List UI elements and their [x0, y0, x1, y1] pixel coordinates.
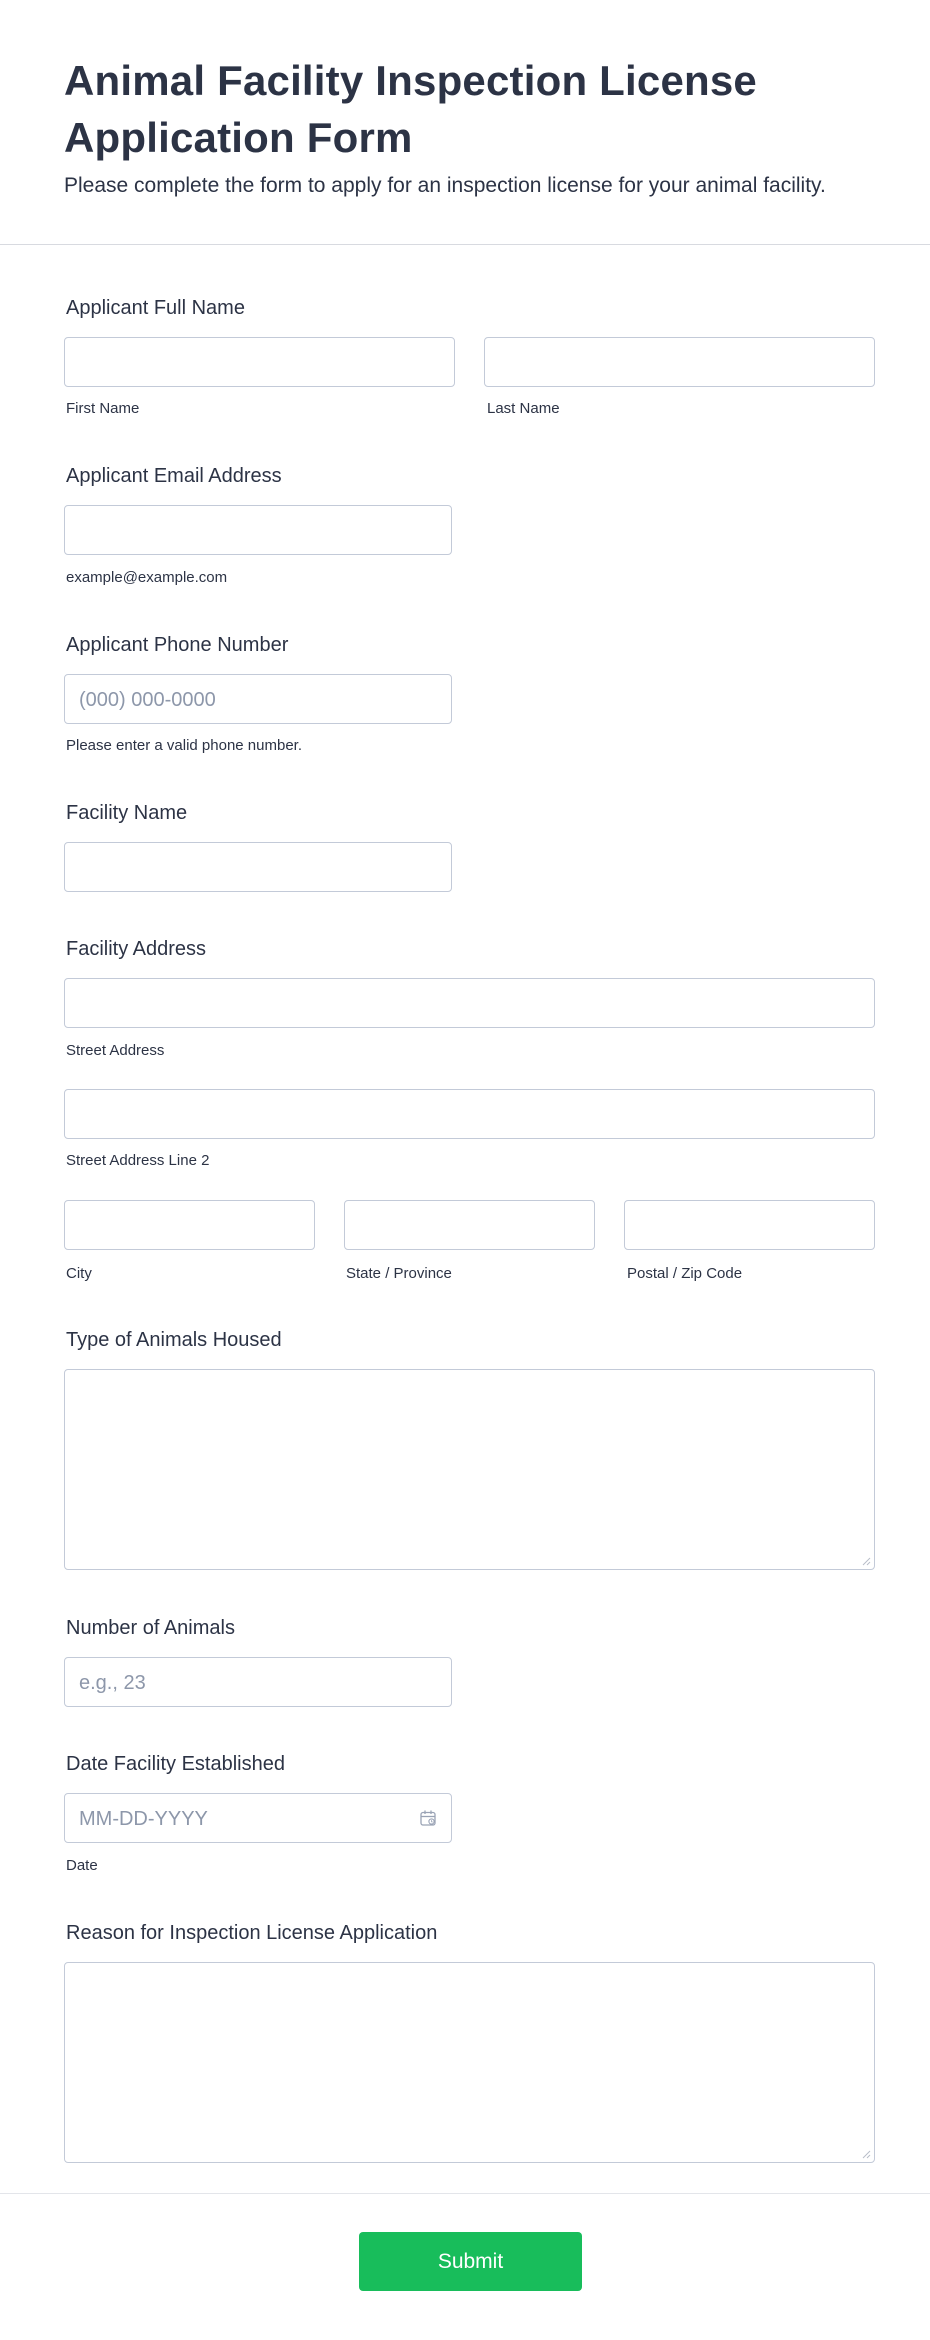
phone-placeholder: (000) 000-0000: [79, 689, 216, 711]
phone-input[interactable]: [64, 674, 452, 724]
animal-types-textarea[interactable]: [64, 1369, 875, 1570]
resize-grip-icon[interactable]: [862, 2150, 871, 2159]
form-header: [0, 0, 930, 245]
street-address-line2-sublabel: Street Address Line 2: [66, 1152, 210, 1169]
facility-name-label: Facility Name: [66, 802, 188, 824]
animal-count-placeholder: e.g., 23: [79, 1672, 146, 1694]
street-address-input[interactable]: [64, 978, 875, 1028]
applicant-email-label: Applicant Email Address: [66, 465, 282, 487]
applicant-name-label: Applicant Full Name: [66, 297, 245, 319]
city-input[interactable]: [64, 1200, 315, 1250]
applicant-phone-label: Applicant Phone Number: [66, 634, 289, 656]
form-footer: [0, 2193, 930, 2340]
animal-count-label: Number of Animals: [66, 1617, 235, 1639]
state-sublabel: State / Province: [346, 1265, 452, 1282]
zip-sublabel: Postal / Zip Code: [627, 1265, 743, 1282]
phone-sublabel: Please enter a valid phone number.: [66, 737, 302, 754]
calendar-icon[interactable]: [419, 1809, 437, 1827]
form-title: Animal Facility Inspection License Application Form: [64, 57, 757, 161]
date-placeholder: MM-DD-YYYY: [79, 1808, 208, 1830]
reason-label: Reason for Inspection License Application: [66, 1922, 438, 1944]
first-name-input[interactable]: [64, 337, 455, 387]
form-subtitle: Please complete the form to apply for an inspection license for your animal facility.: [64, 174, 826, 197]
street-address-line2-input[interactable]: [64, 1089, 875, 1139]
email-sublabel: example@example.com: [66, 569, 228, 586]
state-input[interactable]: [344, 1200, 595, 1250]
resize-grip-icon[interactable]: [862, 1557, 871, 1566]
submit-button[interactable]: Submit: [359, 2232, 582, 2291]
animal-types-label: Type of Animals Housed: [66, 1329, 282, 1351]
last-name-input[interactable]: [484, 337, 875, 387]
date-established-label: Date Facility Established: [66, 1753, 285, 1775]
first-name-sublabel: First Name: [66, 400, 140, 417]
city-sublabel: City: [66, 1265, 92, 1282]
animal-count-input[interactable]: [64, 1657, 452, 1707]
reason-textarea[interactable]: [64, 1962, 875, 2163]
date-established-input[interactable]: [64, 1793, 452, 1843]
street-address-sublabel: Street Address: [66, 1042, 165, 1059]
last-name-sublabel: Last Name: [487, 400, 560, 417]
email-input[interactable]: [64, 505, 452, 555]
date-sublabel: Date: [66, 1857, 98, 1874]
facility-address-label: Facility Address: [66, 938, 207, 960]
facility-name-input[interactable]: [64, 842, 452, 892]
zip-input[interactable]: [624, 1200, 875, 1250]
